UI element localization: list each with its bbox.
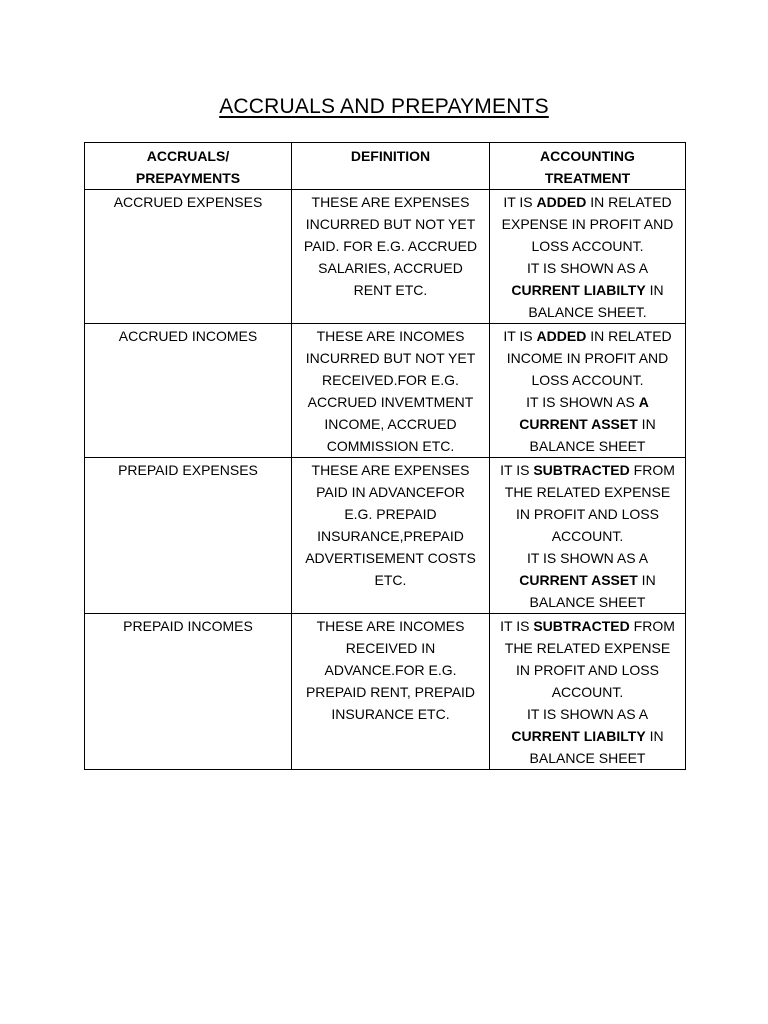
item-cell — [85, 614, 292, 770]
definition-cell — [292, 614, 490, 770]
table-row — [85, 190, 686, 324]
definition-cell — [292, 324, 490, 458]
definition-cell — [292, 458, 490, 614]
definition-line: COMMISSION ETC. — [326, 438, 455, 454]
definition-line: INSURANCE ETC. — [331, 706, 450, 722]
treatment-line: CURRENT ASSET IN — [519, 572, 656, 588]
treatment-line: BALANCE SHEET — [529, 438, 646, 454]
treatment-line: IT IS SHOWN AS A — [526, 706, 649, 722]
header-text: ACCRUALS/ — [146, 148, 230, 164]
treatment-line: LOSS ACCOUNT. — [531, 372, 644, 388]
treatment-line: BALANCE SHEET. — [528, 304, 647, 320]
definition-line: E.G. PREPAID — [344, 506, 437, 522]
treatment-line: BALANCE SHEET — [529, 594, 646, 610]
treatment-line: EXPENSE IN PROFIT AND — [501, 216, 674, 232]
definition-line: INCOME, ACCRUED — [324, 416, 457, 432]
treatment-line: IN PROFIT AND LOSS — [516, 662, 659, 678]
definition-line: INSURANCE,PREPAID — [317, 528, 464, 544]
header-text: ACCOUNTING — [540, 148, 635, 164]
item-cell — [85, 458, 292, 614]
header-text: DEFINITION — [350, 148, 431, 164]
header-text: TREATMENT — [544, 170, 631, 186]
item-cell — [85, 190, 292, 324]
definition-line: INCURRED BUT NOT YET — [305, 216, 476, 232]
item-label: ACCRUED INCOMES — [118, 328, 258, 344]
accruals-prepayments-table — [84, 142, 686, 770]
table-row — [85, 324, 686, 458]
definition-line: RECEIVED.FOR E.G. — [322, 372, 459, 388]
treatment-line: CURRENT LIABILTY IN — [511, 728, 664, 744]
treatment-line: CURRENT ASSET IN — [519, 416, 656, 432]
treatment-line: INCOME IN PROFIT AND — [506, 350, 669, 366]
item-label: PREPAID INCOMES — [123, 618, 253, 634]
page-title: ACCRUALS AND PREPAYMENTS — [219, 95, 549, 118]
table-row — [85, 614, 686, 770]
definition-line: ADVANCE.FOR E.G. — [324, 662, 457, 678]
treatment-line: ACCOUNT. — [551, 528, 624, 544]
item-cell — [85, 324, 292, 458]
treatment-cell — [490, 190, 686, 324]
item-label: PREPAID EXPENSES — [118, 462, 258, 478]
definition-line: THESE ARE INCOMES — [316, 618, 465, 634]
treatment-line: IT IS ADDED IN RELATED — [503, 328, 672, 344]
treatment-line: BALANCE SHEET — [529, 750, 646, 766]
treatment-line: THE RELATED EXPENSE — [504, 640, 671, 656]
definition-line: THESE ARE EXPENSES — [311, 194, 470, 210]
header-definition — [292, 143, 490, 190]
item-label: ACCRUED EXPENSES — [113, 194, 263, 210]
treatment-cell — [490, 614, 686, 770]
treatment-line: THE RELATED EXPENSE — [504, 484, 671, 500]
treatment-line: IT IS SHOWN AS A — [526, 260, 649, 276]
header-accounting-treatment — [490, 143, 686, 190]
definition-line: INCURRED BUT NOT YET — [305, 350, 476, 366]
definition-line: ACCRUED INVEMTMENT — [307, 394, 474, 410]
treatment-line: IT IS SHOWN AS A — [526, 394, 649, 410]
treatment-line: IT IS SHOWN AS A — [526, 550, 649, 566]
treatment-line: IT IS SUBTRACTED FROM — [500, 618, 675, 634]
definition-line: ADVERTISEMENT COSTS — [305, 550, 476, 566]
definition-line: PREPAID RENT, PREPAID — [305, 684, 476, 700]
header-text: PREPAYMENTS — [135, 170, 241, 186]
definition-line: RENT ETC. — [353, 282, 428, 298]
treatment-cell — [490, 458, 686, 614]
header-accruals-prepayments — [85, 143, 292, 190]
treatment-line: IT IS SUBTRACTED FROM — [500, 462, 675, 478]
treatment-line: IT IS ADDED IN RELATED — [503, 194, 672, 210]
definition-line: RECEIVED IN — [345, 640, 436, 656]
treatment-line: LOSS ACCOUNT. — [531, 238, 644, 254]
definition-line: THESE ARE EXPENSES — [311, 462, 470, 478]
treatment-line: IN PROFIT AND LOSS — [516, 506, 659, 522]
table-header-row — [85, 143, 686, 190]
definition-line: SALARIES, ACCRUED — [318, 260, 463, 276]
definition-line: ETC. — [374, 572, 407, 588]
table-row — [85, 458, 686, 614]
definition-cell — [292, 190, 490, 324]
definition-line: PAID IN ADVANCEFOR — [316, 484, 465, 500]
treatment-line: CURRENT LIABILTY IN — [511, 282, 664, 298]
treatment-line: ACCOUNT. — [551, 684, 624, 700]
definition-line: PAID. FOR E.G. ACCRUED — [303, 238, 478, 254]
treatment-cell — [490, 324, 686, 458]
definition-line: THESE ARE INCOMES — [316, 328, 465, 344]
